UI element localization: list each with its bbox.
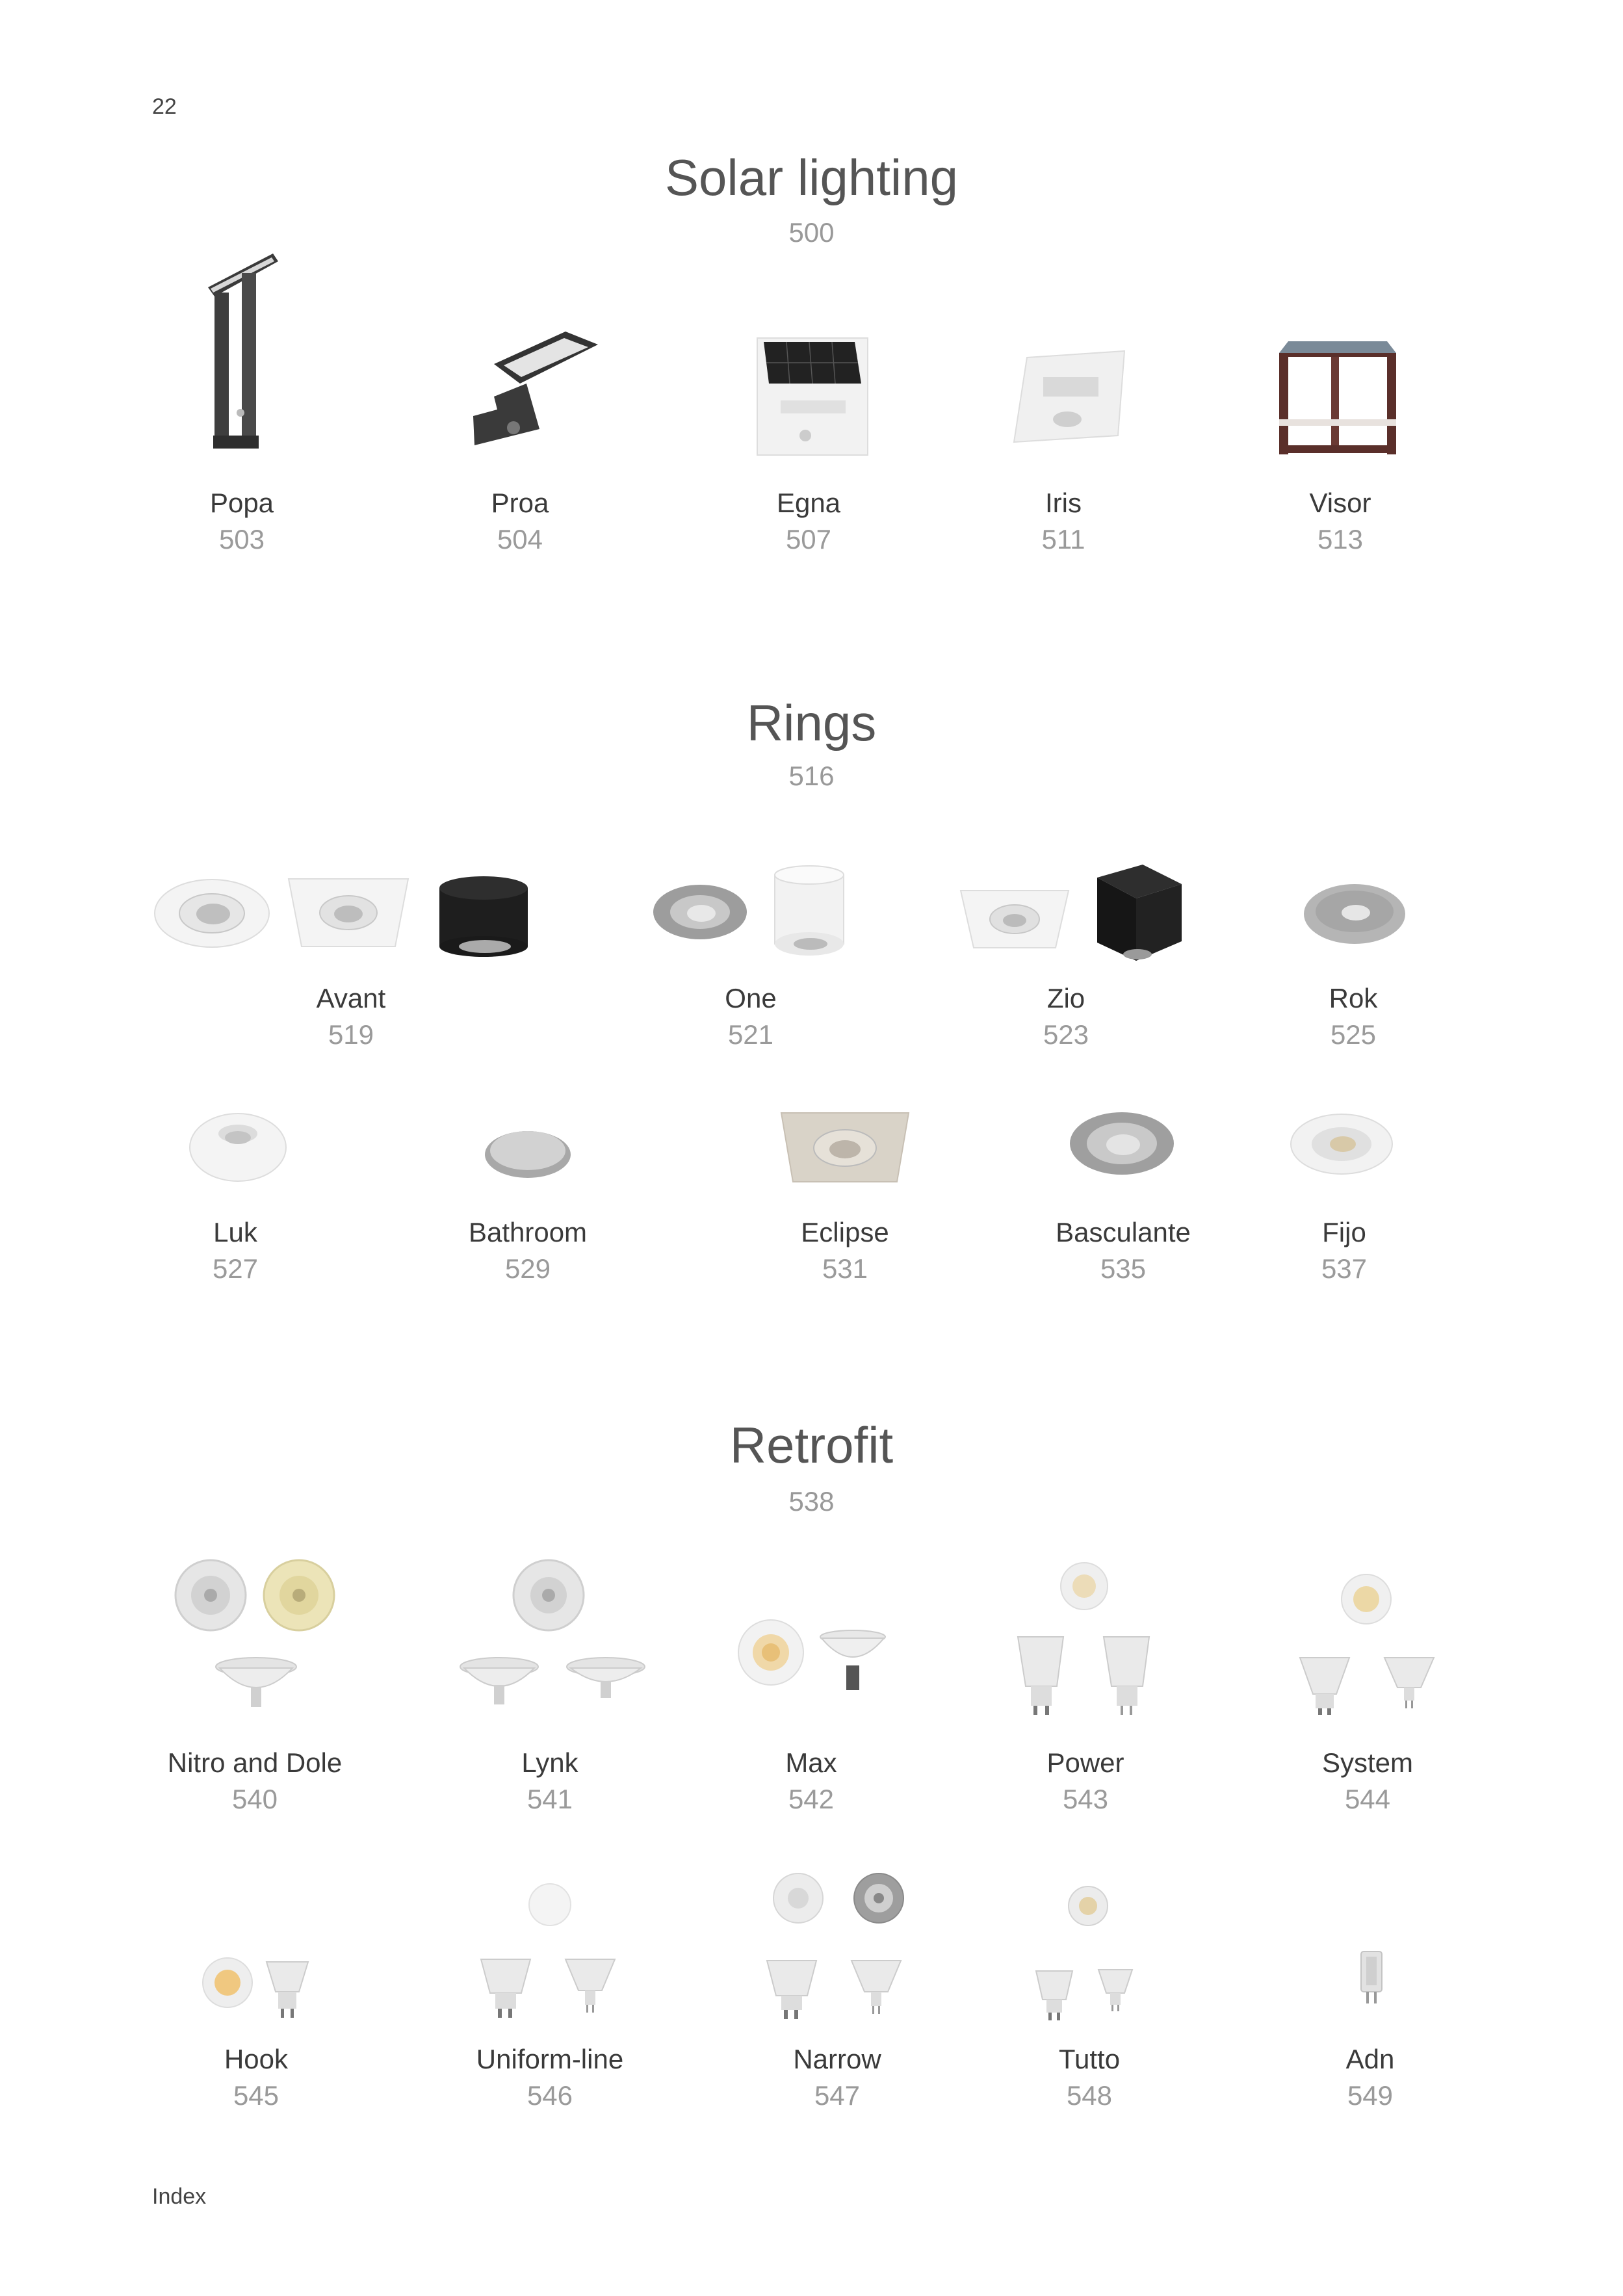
eclipse-ring-image (781, 1113, 909, 1182)
catalog-item[interactable] (125, 1745, 385, 1818)
section-page[interactable]: 538 (788, 1486, 835, 1517)
footer-index-link[interactable]: Index (152, 2184, 207, 2209)
catalog-item[interactable] (707, 2041, 967, 2114)
section-title: Solar lighting (665, 149, 958, 206)
avant-surface-black-image (438, 876, 529, 957)
system-bulbs-image (1300, 1573, 1436, 1716)
item-page: 521 (727, 1019, 774, 1050)
item-name: Max (785, 1747, 837, 1778)
iris-solar-wall-light-image (1014, 351, 1124, 442)
zio-surface-black-image (1097, 865, 1182, 962)
item-page: 542 (788, 1784, 835, 1814)
item-name: Nitro and Dole (167, 1747, 343, 1778)
item-name: Fijo (1322, 1217, 1366, 1247)
one-ring-image (653, 883, 747, 941)
section-page[interactable]: 516 (788, 761, 835, 791)
catalog-item[interactable] (126, 2041, 386, 2114)
catalog-item[interactable] (398, 1214, 658, 1287)
fijo-ring-image (1290, 1113, 1394, 1175)
item-page: 540 (231, 1784, 278, 1814)
item-page: 546 (526, 2080, 573, 2111)
lynk-bulbs-image (459, 1558, 647, 1714)
max-bulbs-image (738, 1619, 889, 1697)
catalog-item[interactable] (420, 2041, 680, 2114)
item-name: Hook (224, 2044, 289, 2074)
catalog-item[interactable] (390, 485, 650, 558)
zio-ring-square-image (961, 891, 1069, 948)
item-name: Basculante (1056, 1217, 1191, 1247)
catalog-item[interactable] (621, 980, 881, 1053)
avant-ring-square-image (289, 879, 408, 946)
item-name: Power (1046, 1747, 1124, 1778)
item-page: 519 (328, 1019, 374, 1050)
nitro-dole-bulbs-image (170, 1558, 346, 1714)
item-name: Tutto (1058, 2044, 1121, 2074)
item-name: System (1321, 1747, 1414, 1778)
visor-cube-light-image (1279, 341, 1396, 455)
catalog-item[interactable] (679, 485, 939, 558)
item-page: 523 (1043, 1019, 1089, 1050)
rok-ring-image (1303, 881, 1407, 946)
bathroom-ring-image (484, 1125, 572, 1179)
item-page: 527 (212, 1253, 259, 1284)
item-name: Iris (1045, 488, 1082, 518)
item-name: Visor (1309, 488, 1371, 518)
page-number: 22 (152, 94, 177, 119)
item-name: Rok (1329, 983, 1378, 1013)
basculante-ring-image (1069, 1110, 1175, 1177)
catalog-item[interactable] (105, 1214, 365, 1287)
power-bulbs-image (1018, 1563, 1158, 1719)
item-page: 504 (497, 524, 543, 554)
item-page: 548 (1066, 2080, 1113, 2111)
adn-bulb-image (1358, 1951, 1384, 2006)
catalog-item[interactable] (933, 485, 1193, 558)
popa-bollard-image (195, 247, 299, 468)
item-page: 511 (1041, 524, 1085, 554)
item-page: 544 (1344, 1784, 1391, 1814)
catalog-item[interactable] (221, 980, 481, 1053)
narrow-bulbs-image (767, 1872, 903, 2023)
item-name: Adn (1345, 2044, 1395, 2074)
item-name: Luk (213, 1217, 257, 1247)
item-page: 535 (1100, 1253, 1147, 1284)
uniform-line-bulbs-image (481, 1883, 617, 2022)
section-title: Rings (746, 694, 877, 751)
catalog-item[interactable] (1240, 2041, 1500, 2114)
item-name: Popa (209, 488, 274, 518)
item-name: Zio (1046, 983, 1085, 1013)
section-page[interactable]: 500 (788, 217, 835, 248)
item-page: 529 (504, 1253, 551, 1284)
item-page: 545 (233, 2080, 279, 2111)
catalog-item[interactable] (1210, 485, 1470, 558)
catalog-item[interactable] (955, 1745, 1215, 1818)
item-page: 525 (1330, 1019, 1377, 1050)
item-name: One (725, 983, 777, 1013)
item-name: Lynk (521, 1747, 578, 1778)
item-name: Bathroom (468, 1217, 588, 1247)
one-surface-white-image (773, 865, 845, 962)
catalog-item[interactable] (681, 1745, 941, 1818)
catalog-item[interactable] (1223, 980, 1483, 1053)
egna-solar-wall-light-image (757, 338, 868, 455)
hook-bulbs-image (201, 1949, 312, 2022)
item-page: 541 (526, 1784, 573, 1814)
catalog-item[interactable] (715, 1214, 975, 1287)
item-name: Uniform-line (476, 2044, 624, 2074)
item-page: 543 (1062, 1784, 1109, 1814)
item-page: 507 (785, 524, 832, 554)
avant-ring-round-image (153, 878, 270, 949)
section-title: Retrofit (729, 1416, 894, 1474)
item-page: 547 (814, 2080, 861, 2111)
item-page: 513 (1317, 524, 1364, 554)
catalog-item[interactable] (959, 2041, 1219, 2114)
item-name: Egna (776, 488, 841, 518)
item-name: Proa (491, 488, 549, 518)
item-name: Narrow (793, 2044, 881, 2074)
proa-wall-light-image (468, 332, 598, 455)
item-page: 537 (1321, 1253, 1368, 1284)
catalog-item[interactable] (936, 980, 1196, 1053)
tutto-bulbs-image (1036, 1885, 1134, 2023)
item-name: Eclipse (801, 1217, 889, 1247)
item-page: 531 (822, 1253, 868, 1284)
catalog-item[interactable] (1238, 1745, 1498, 1818)
item-page: 549 (1347, 2080, 1394, 2111)
catalog-item[interactable] (1214, 1214, 1474, 1287)
luk-ring-image (188, 1112, 287, 1183)
item-page: 503 (218, 524, 265, 554)
catalog-item[interactable] (112, 485, 372, 558)
catalog-item[interactable] (420, 1745, 680, 1818)
item-name: Avant (316, 983, 386, 1013)
